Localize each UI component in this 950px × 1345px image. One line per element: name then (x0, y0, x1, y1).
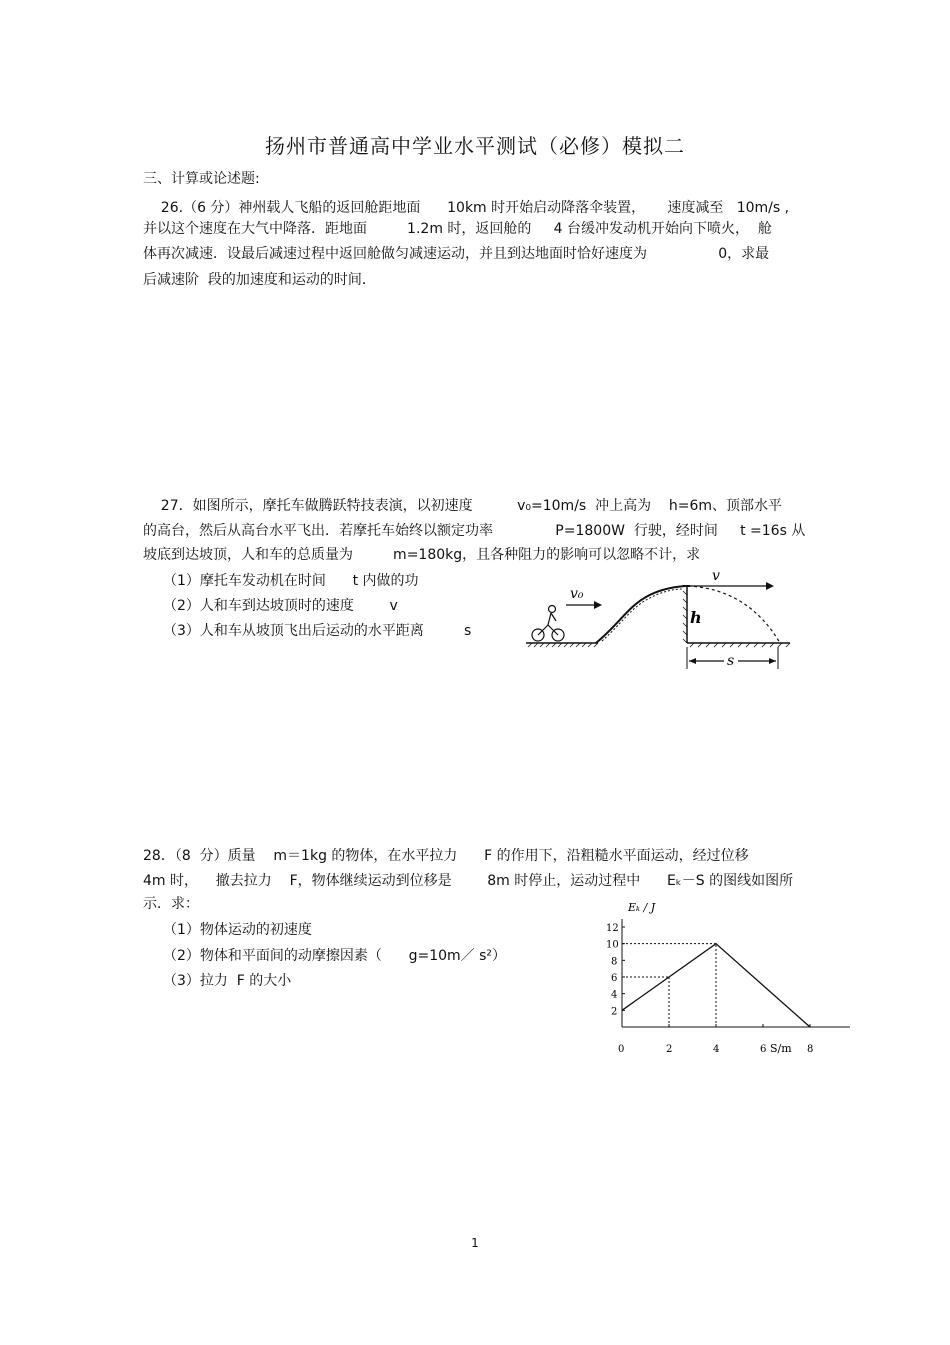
y-axis-label: Eₖ / J (628, 901, 656, 914)
motorcycle-jump-figure (518, 565, 798, 675)
q27-line-3: 坡底到达坡顶，人和车的总质量为 m=180kg，且各种阻力的影响可以忽略不计，求 (143, 547, 701, 563)
q28-item-3: （3）拉力 F 的大小 (163, 973, 292, 989)
q28-line-1: 28．（8 分）质量 m＝1kg 的物体，在水平拉力 F 的作用下，沿粗糙水平面运动，经过位移 (143, 848, 749, 864)
y-tick-label: 10 (606, 939, 619, 951)
label-v: v (712, 568, 720, 584)
q27-line-2: 的高台，然后从高台水平飞出．若摩托车始终以额定功率 P=1800W 行驶，经时间 t =16s 从 (143, 523, 806, 539)
section-heading: 三、计算或论述题: (143, 171, 260, 187)
q26-line-1: 26.（6 分）神州载人飞船的返回舱距地面 10km 时开始启动降落伞装置， 速度减至 10m/s , (143, 200, 790, 216)
page-title: 扬州市普通高中学业水平测试（必修）模拟二 (265, 134, 685, 158)
q28-item-2: （2）物体和平面间的动摩擦因素（ g=10m／ s²） (163, 948, 507, 964)
x-tick-label: 6 (760, 1044, 767, 1055)
q27-item-2: （2）人和车到达坡顶时的速度 v (163, 598, 398, 614)
y-tick-label: 4 (611, 989, 618, 1001)
y-tick-label: 6 (611, 973, 618, 984)
q28-item-1: （1）物体运动的初速度 (163, 922, 312, 938)
motorcycle-rider-icon (532, 606, 564, 642)
x-tick-label: 4 (713, 1044, 720, 1055)
q27-line-1: 27．如图所示，摩托车做腾跃特技表演，以初速度 v₀=10m/s 冲上高为 h=6m、顶部水平 (143, 498, 783, 514)
q28-line-3: 示．求： (143, 896, 199, 912)
x-axis-label: S/m (770, 1042, 792, 1055)
y-tick-label: 2 (611, 1006, 618, 1018)
q28-line-2: 4m 时， 撤去拉力 F，物体继续运动到位移是 8m 时停止，运动过程中 Eₖ－S 的图线如图所 (143, 873, 794, 889)
page-number: 1 (471, 1236, 479, 1250)
q26-line-4: 后减速阶 段的加速度和运动的时间． (143, 272, 376, 288)
label-h: h (690, 608, 702, 627)
x-tick-label: 8 (807, 1044, 814, 1055)
x-tick-label: 2 (666, 1044, 673, 1055)
ek-s-chart (590, 895, 814, 1065)
q27-item-1: （1）摩托车发动机在时间 t 内做的功 (163, 573, 419, 589)
y-tick-label: 12 (606, 923, 619, 934)
x-tick-label: 0 (618, 1044, 625, 1055)
label-v0: v₀ (570, 586, 584, 602)
q26-line-3: 体再次减速．设最后减速过程中返回舱做匀减速运动，并且到达地面时恰好速度为 0，求最 (143, 246, 770, 262)
q26-line-2: 并以这个速度在大气中降落．距地面 1.2m 时，返回舱的 4 台缓冲发动机开始向下喷火， 舱 (143, 221, 772, 237)
label-s: s (727, 653, 735, 669)
q27-item-3: （3）人和车从坡顶飞出后运动的水平距离 s (163, 623, 472, 639)
y-tick-label: 8 (611, 956, 618, 968)
